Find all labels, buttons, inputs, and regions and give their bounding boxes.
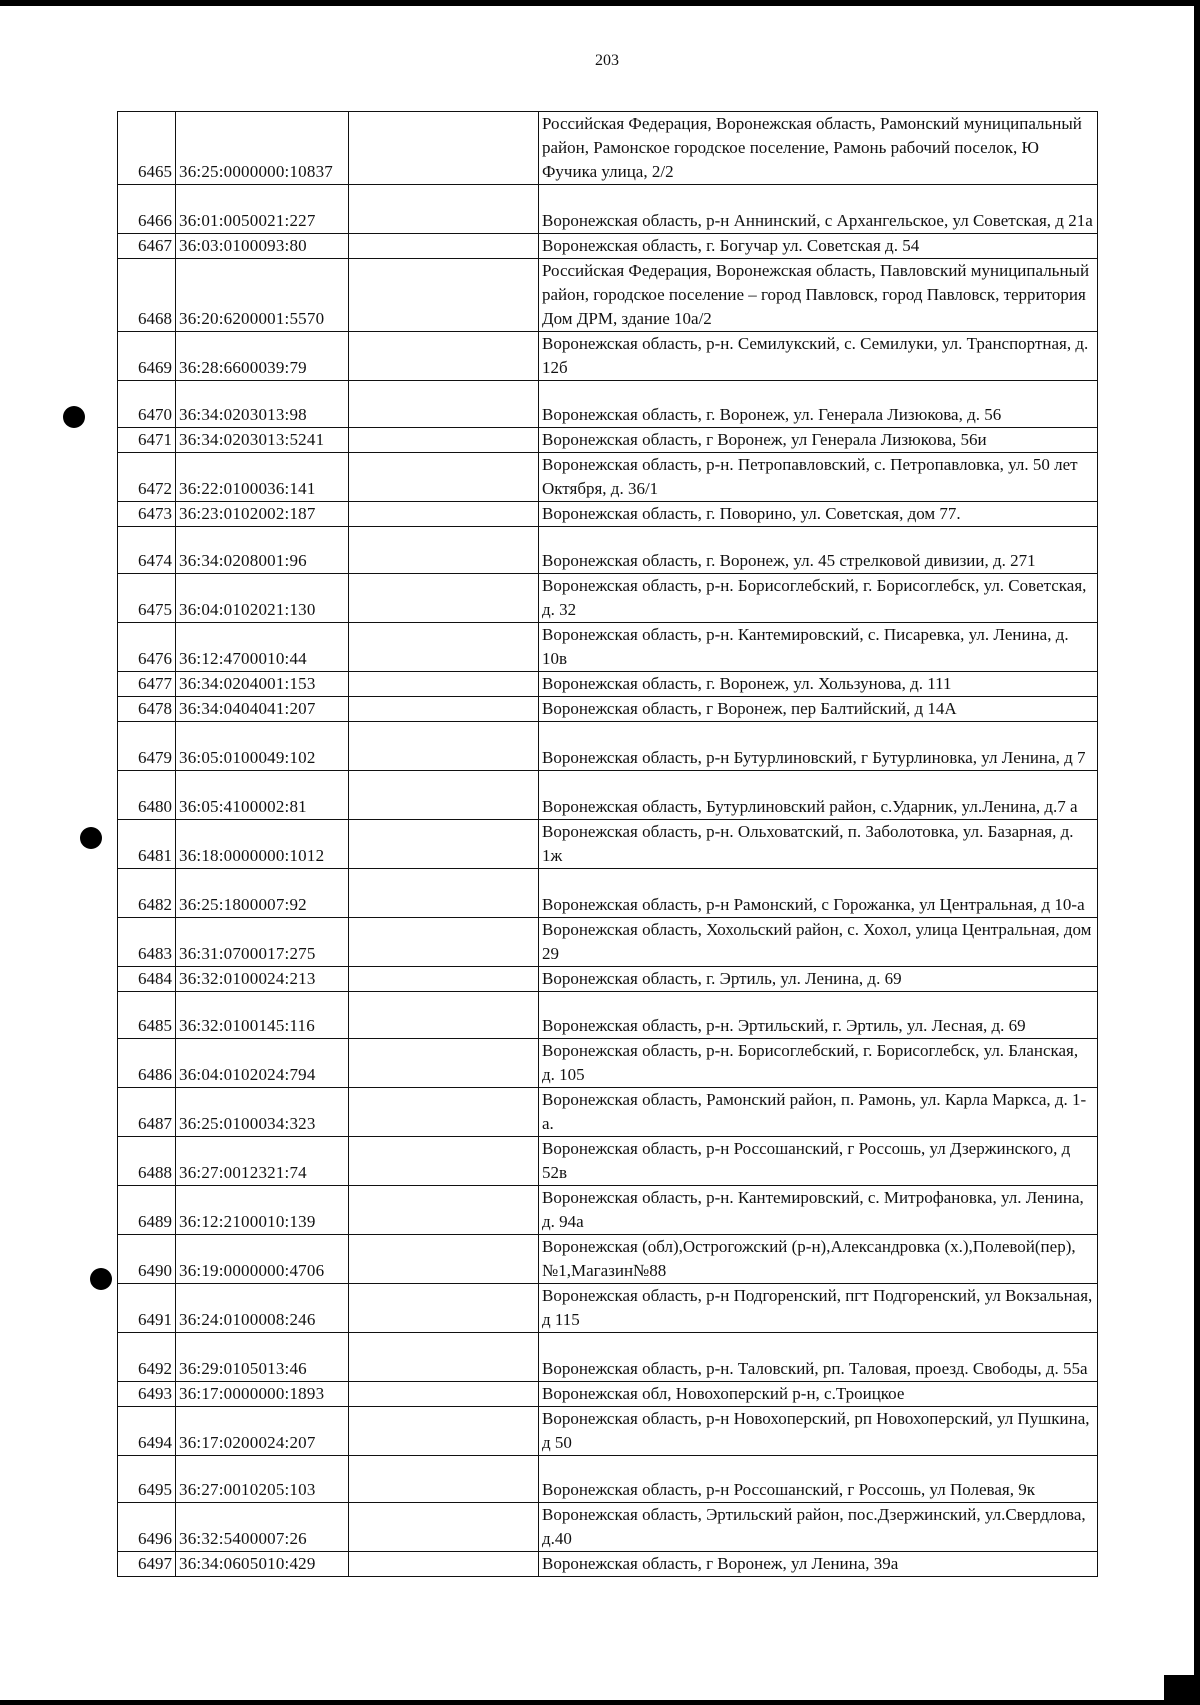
row-number: 6478 bbox=[118, 697, 176, 722]
empty-cell bbox=[349, 1552, 539, 1577]
cadastral-number: 36:34:0204001:153 bbox=[176, 672, 349, 697]
row-number: 6472 bbox=[118, 453, 176, 502]
row-number: 6468 bbox=[118, 259, 176, 332]
table-row bbox=[118, 623, 1098, 672]
table-row bbox=[118, 672, 1098, 697]
row-number: 6471 bbox=[118, 428, 176, 453]
table-row bbox=[118, 1137, 1098, 1186]
row-number: 6469 bbox=[118, 332, 176, 381]
empty-cell bbox=[349, 1503, 539, 1552]
empty-cell bbox=[349, 574, 539, 623]
table-row bbox=[118, 1088, 1098, 1137]
empty-cell bbox=[349, 1284, 539, 1333]
cadastral-number: 36:17:0200024:207 bbox=[176, 1407, 349, 1456]
row-number: 6465 bbox=[118, 112, 176, 185]
cadastral-number: 36:32:5400007:26 bbox=[176, 1503, 349, 1552]
address: Воронежская область, г Воронеж, ул Ленина, 39а bbox=[539, 1552, 1098, 1577]
cadastral-number: 36:25:0000000:10837 bbox=[176, 112, 349, 185]
empty-cell bbox=[349, 1235, 539, 1284]
cadastral-number: 36:34:0203013:5241 bbox=[176, 428, 349, 453]
empty-cell bbox=[349, 1407, 539, 1456]
cadastral-number: 36:24:0100008:246 bbox=[176, 1284, 349, 1333]
row-number: 6495 bbox=[118, 1456, 176, 1503]
row-number: 6482 bbox=[118, 869, 176, 918]
row-number: 6486 bbox=[118, 1039, 176, 1088]
empty-cell bbox=[349, 1382, 539, 1407]
address: Воронежская обл, Новохоперский р-н, с.Троицкое bbox=[539, 1382, 1098, 1407]
empty-cell bbox=[349, 185, 539, 234]
empty-cell bbox=[349, 453, 539, 502]
address: Воронежская область, р-н. Кантемировский, с. Митрофановка, ул. Ленина, д. 94а bbox=[539, 1186, 1098, 1235]
address: Воронежская область, г. Воронеж, ул. Хользунова, д. 111 bbox=[539, 672, 1098, 697]
row-number: 6492 bbox=[118, 1333, 176, 1382]
empty-cell bbox=[349, 428, 539, 453]
cadastral-number: 36:03:0100093:80 bbox=[176, 234, 349, 259]
row-number: 6487 bbox=[118, 1088, 176, 1137]
table-row bbox=[118, 428, 1098, 453]
property-registry-table bbox=[117, 111, 1098, 1577]
table-row bbox=[118, 869, 1098, 918]
table-row bbox=[118, 697, 1098, 722]
row-number: 6497 bbox=[118, 1552, 176, 1577]
table-row bbox=[118, 771, 1098, 820]
address: Воронежская область, г Воронеж, ул Генерала Лизюкова, 56и bbox=[539, 428, 1098, 453]
row-number: 6494 bbox=[118, 1407, 176, 1456]
address: Воронежская область, р-н Россошанский, г Россошь, ул Дзержинского, д 52в bbox=[539, 1137, 1098, 1186]
address: Воронежская область, г. Богучар ул. Советская д. 54 bbox=[539, 234, 1098, 259]
address: Воронежская область, р-н Бутурлиновский, г Бутурлиновка, ул Ленина, д 7 bbox=[539, 722, 1098, 771]
address: Воронежская область, Эртильский район, пос.Дзержинский, ул.Свердлова, д.40 bbox=[539, 1503, 1098, 1552]
cadastral-number: 36:04:0102024:794 bbox=[176, 1039, 349, 1088]
table-row bbox=[118, 574, 1098, 623]
table-row bbox=[118, 259, 1098, 332]
address: Воронежская область, г. Эртиль, ул. Ленина, д. 69 bbox=[539, 967, 1098, 992]
address: Воронежская область, р-н. Ольховатский, п. Заболотовка, ул. Базарная, д. 1ж bbox=[539, 820, 1098, 869]
row-number: 6466 bbox=[118, 185, 176, 234]
table-row bbox=[118, 527, 1098, 574]
cadastral-number: 36:04:0102021:130 bbox=[176, 574, 349, 623]
address: Воронежская область, р-н Новохоперский, рп Новохоперский, ул Пушкина, д 50 bbox=[539, 1407, 1098, 1456]
empty-cell bbox=[349, 820, 539, 869]
scan-corner-mark bbox=[1164, 1675, 1200, 1705]
empty-cell bbox=[349, 527, 539, 574]
table-row bbox=[118, 1382, 1098, 1407]
empty-cell bbox=[349, 1137, 539, 1186]
row-number: 6493 bbox=[118, 1382, 176, 1407]
punch-hole-mark bbox=[63, 406, 85, 428]
address: Воронежская область, р-н Рамонский, с Горожанка, ул Центральная, д 10-а bbox=[539, 869, 1098, 918]
address: Воронежская область, р-н Подгоренский, пгт Подгоренский, ул Вокзальная, д 115 bbox=[539, 1284, 1098, 1333]
table-row bbox=[118, 453, 1098, 502]
cadastral-number: 36:31:0700017:275 bbox=[176, 918, 349, 967]
empty-cell bbox=[349, 1039, 539, 1088]
row-number: 6477 bbox=[118, 672, 176, 697]
row-number: 6470 bbox=[118, 381, 176, 428]
row-number: 6484 bbox=[118, 967, 176, 992]
row-number: 6483 bbox=[118, 918, 176, 967]
cadastral-number: 36:34:0605010:429 bbox=[176, 1552, 349, 1577]
table-row bbox=[118, 1503, 1098, 1552]
table-row bbox=[118, 502, 1098, 527]
empty-cell bbox=[349, 697, 539, 722]
cadastral-number: 36:25:1800007:92 bbox=[176, 869, 349, 918]
address: Воронежская область, г Воронеж, пер Балтийский, д 14А bbox=[539, 697, 1098, 722]
empty-cell bbox=[349, 1456, 539, 1503]
cadastral-number: 36:34:0404041:207 bbox=[176, 697, 349, 722]
cadastral-number: 36:22:0100036:141 bbox=[176, 453, 349, 502]
empty-cell bbox=[349, 259, 539, 332]
address: Воронежская область, Рамонский район, п. Рамонь, ул. Карла Маркса, д. 1-а. bbox=[539, 1088, 1098, 1137]
table-row bbox=[118, 381, 1098, 428]
cadastral-number: 36:12:2100010:139 bbox=[176, 1186, 349, 1235]
table-row bbox=[118, 332, 1098, 381]
punch-hole-mark bbox=[90, 1268, 112, 1290]
address: Воронежская область, р-н Аннинский, с Архангельское, ул Советская, д 21а bbox=[539, 185, 1098, 234]
empty-cell bbox=[349, 623, 539, 672]
row-number: 6473 bbox=[118, 502, 176, 527]
row-number: 6489 bbox=[118, 1186, 176, 1235]
page-number: 203 bbox=[595, 52, 619, 69]
empty-cell bbox=[349, 112, 539, 185]
address: Воронежская область, р-н. Семилукский, с. Семилуки, ул. Транспортная, д. 12б bbox=[539, 332, 1098, 381]
empty-cell bbox=[349, 332, 539, 381]
empty-cell bbox=[349, 918, 539, 967]
cadastral-number: 36:05:0100049:102 bbox=[176, 722, 349, 771]
row-number: 6485 bbox=[118, 992, 176, 1039]
table-row bbox=[118, 1407, 1098, 1456]
table-row bbox=[118, 185, 1098, 234]
row-number: 6491 bbox=[118, 1284, 176, 1333]
table-row bbox=[118, 967, 1098, 992]
address: Воронежская область, г. Поворино, ул. Советская, дом 77. bbox=[539, 502, 1098, 527]
table-row bbox=[118, 112, 1098, 185]
cadastral-number: 36:28:6600039:79 bbox=[176, 332, 349, 381]
address: Воронежская область, Бутурлиновский район, с.Ударник, ул.Ленина, д.7 а bbox=[539, 771, 1098, 820]
cadastral-number: 36:32:0100024:213 bbox=[176, 967, 349, 992]
cadastral-number: 36:27:0010205:103 bbox=[176, 1456, 349, 1503]
scan-border-top bbox=[0, 0, 1200, 6]
row-number: 6479 bbox=[118, 722, 176, 771]
cadastral-number: 36:25:0100034:323 bbox=[176, 1088, 349, 1137]
cadastral-number: 36:27:0012321:74 bbox=[176, 1137, 349, 1186]
row-number: 6476 bbox=[118, 623, 176, 672]
empty-cell bbox=[349, 1088, 539, 1137]
cadastral-number: 36:32:0100145:116 bbox=[176, 992, 349, 1039]
table-row bbox=[118, 1333, 1098, 1382]
address: Российская Федерация, Воронежская область, Рамонский муниципальный район, Рамонское городское поселение, Рамонь рабочий поселок, Ю Фучика улица, 2/2 bbox=[539, 112, 1098, 185]
scan-border-right bbox=[1194, 0, 1200, 1705]
address: Воронежская область, р-н. Борисоглебский, г. Борисоглебск, ул. Бланская, д. 105 bbox=[539, 1039, 1098, 1088]
address: Воронежская область, г. Воронеж, ул. Генерала Лизюкова, д. 56 bbox=[539, 381, 1098, 428]
empty-cell bbox=[349, 771, 539, 820]
empty-cell bbox=[349, 1186, 539, 1235]
empty-cell bbox=[349, 992, 539, 1039]
table-row bbox=[118, 1456, 1098, 1503]
table-row bbox=[118, 918, 1098, 967]
empty-cell bbox=[349, 967, 539, 992]
cadastral-number: 36:34:0208001:96 bbox=[176, 527, 349, 574]
address: Воронежская область, р-н. Таловский, рп. Таловая, проезд. Свободы, д. 55а bbox=[539, 1333, 1098, 1382]
table-row bbox=[118, 820, 1098, 869]
address: Воронежская область, р-н. Петропавловский, с. Петропавловка, ул. 50 лет Октября, д. 36/1 bbox=[539, 453, 1098, 502]
row-number: 6474 bbox=[118, 527, 176, 574]
cadastral-number: 36:17:0000000:1893 bbox=[176, 1382, 349, 1407]
address: Российская Федерация, Воронежская область, Павловский муниципальный район, городское поселение – город Павловск, город Павловск, территория Дом ДРМ, здание 10а/2 bbox=[539, 259, 1098, 332]
cadastral-number: 36:29:0105013:46 bbox=[176, 1333, 349, 1382]
table-row bbox=[118, 1284, 1098, 1333]
scan-border-bottom bbox=[0, 1700, 1200, 1705]
empty-cell bbox=[349, 869, 539, 918]
row-number: 6475 bbox=[118, 574, 176, 623]
cadastral-number: 36:05:4100002:81 bbox=[176, 771, 349, 820]
cadastral-number: 36:20:6200001:5570 bbox=[176, 259, 349, 332]
address: Воронежская область, р-н Россошанский, г Россошь, ул Полевая, 9к bbox=[539, 1456, 1098, 1503]
row-number: 6480 bbox=[118, 771, 176, 820]
empty-cell bbox=[349, 722, 539, 771]
table-row bbox=[118, 1186, 1098, 1235]
address: Воронежская область, Хохольский район, с. Хохол, улица Центральная, дом 29 bbox=[539, 918, 1098, 967]
cadastral-number: 36:01:0050021:227 bbox=[176, 185, 349, 234]
cadastral-number: 36:34:0203013:98 bbox=[176, 381, 349, 428]
cadastral-number: 36:18:0000000:1012 bbox=[176, 820, 349, 869]
row-number: 6488 bbox=[118, 1137, 176, 1186]
table-row bbox=[118, 1039, 1098, 1088]
cadastral-number: 36:19:0000000:4706 bbox=[176, 1235, 349, 1284]
table-row bbox=[118, 234, 1098, 259]
address: Воронежская область, р-н. Кантемировский, с. Писаревка, ул. Ленина, д. 10в bbox=[539, 623, 1098, 672]
table-row bbox=[118, 1552, 1098, 1577]
cadastral-number: 36:23:0102002:187 bbox=[176, 502, 349, 527]
cadastral-number: 36:12:4700010:44 bbox=[176, 623, 349, 672]
row-number: 6481 bbox=[118, 820, 176, 869]
row-number: 6496 bbox=[118, 1503, 176, 1552]
empty-cell bbox=[349, 1333, 539, 1382]
empty-cell bbox=[349, 502, 539, 527]
address: Воронежская область, р-н. Эртильский, г. Эртиль, ул. Лесная, д. 69 bbox=[539, 992, 1098, 1039]
empty-cell bbox=[349, 672, 539, 697]
table-row bbox=[118, 992, 1098, 1039]
row-number: 6467 bbox=[118, 234, 176, 259]
row-number: 6490 bbox=[118, 1235, 176, 1284]
address: Воронежская (обл),Острогожский (р-н),Александровка (х.),Полевой(пер),№1,Магазин№88 bbox=[539, 1235, 1098, 1284]
address: Воронежская область, р-н. Борисоглебский, г. Борисоглебск, ул. Советская, д. 32 bbox=[539, 574, 1098, 623]
address: Воронежская область, г. Воронеж, ул. 45 стрелковой дивизии, д. 271 bbox=[539, 527, 1098, 574]
table-row bbox=[118, 722, 1098, 771]
table-row bbox=[118, 1235, 1098, 1284]
empty-cell bbox=[349, 234, 539, 259]
punch-hole-mark bbox=[80, 827, 102, 849]
empty-cell bbox=[349, 381, 539, 428]
